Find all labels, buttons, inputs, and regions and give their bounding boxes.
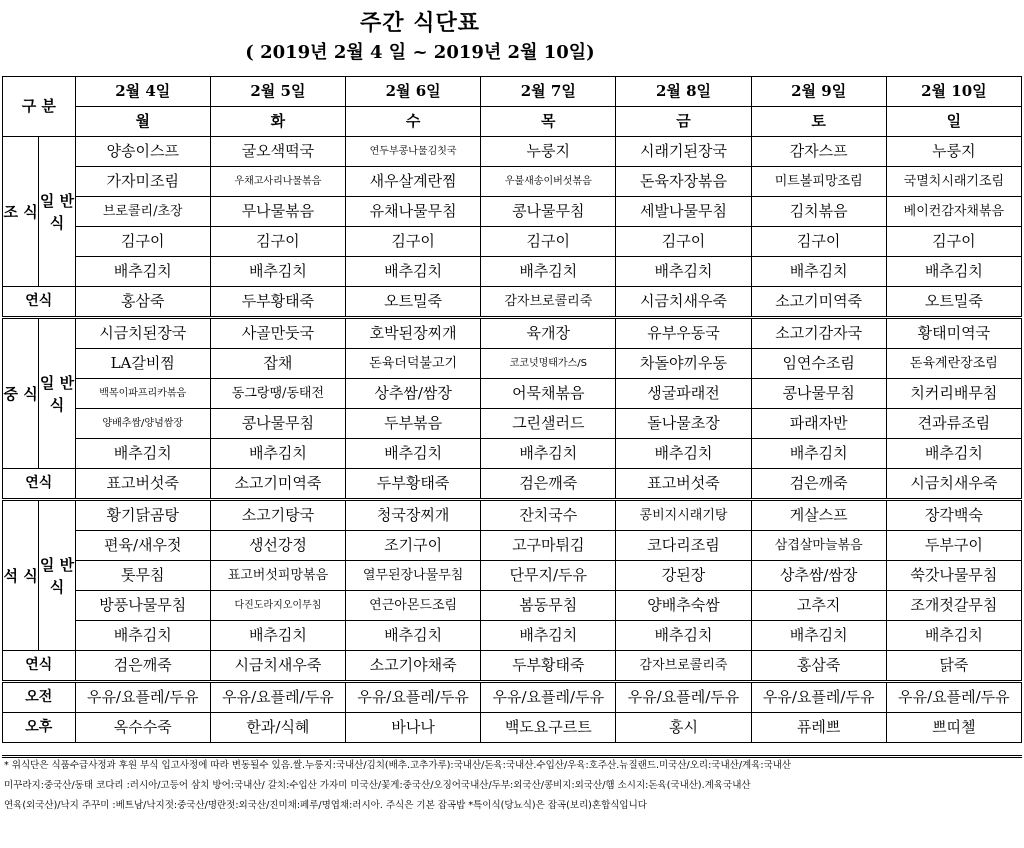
menu-item: 치커리배무침 bbox=[886, 379, 1021, 409]
menu-item: 김구이 bbox=[886, 227, 1021, 257]
soft-item: 검은깨죽 bbox=[751, 469, 886, 500]
weekly-menu-table bbox=[2, 76, 1022, 743]
menu-item: 돈육더덕불고기 bbox=[346, 349, 481, 379]
snack-item: 백도요구르트 bbox=[481, 713, 616, 743]
menu-item: 돈육계란장조림 bbox=[886, 349, 1021, 379]
soft-item: 시금치새우죽 bbox=[886, 469, 1021, 500]
menu-item: 다진도라지오이무침 bbox=[210, 591, 345, 621]
snack-item: 홍시 bbox=[616, 713, 751, 743]
dinner-row bbox=[3, 500, 1022, 531]
note-line: 미꾸라지:중국산/동태 코다리 :러시아/고등어 삼치 방어:국내산/ 갈치:수입산 가자미 미국산/꽃게:중국산/오징어국내산/두부:외국산/콩비지:외국산/햄 소시지:돈육(국내산).계육국내산 bbox=[4, 780, 751, 791]
notes-section bbox=[2, 755, 1022, 818]
menu-item: 코다리조림 bbox=[616, 531, 751, 561]
breakfast-row bbox=[3, 137, 1022, 167]
menu-item: 무나물볶음 bbox=[210, 197, 345, 227]
page-title: 주간 식단표 bbox=[360, 10, 480, 36]
header-day-row bbox=[3, 107, 1022, 137]
soft-item: 시금치새우죽 bbox=[616, 287, 751, 318]
menu-item: 배추김치 bbox=[751, 439, 886, 469]
menu-item: 콩비지시래기탕 bbox=[616, 500, 751, 531]
soft-item: 두부황태죽 bbox=[346, 469, 481, 500]
menu-item: 콩나물무침 bbox=[210, 409, 345, 439]
soft-item: 오트밀죽 bbox=[346, 287, 481, 318]
note-line: * 위식단은 식품수급사정과 후원 부식 입고사정에 따라 변동될수 있음.쌀.누룽지:국내산/김치(배추.고추가루):국내산/돈육:국내산.수입산/우육:호주산.뉴질랜드.미국산/오리:국내산/계육:국내산 bbox=[4, 760, 792, 771]
menu-item: 장각백숙 bbox=[886, 500, 1021, 531]
dinner-row bbox=[3, 591, 1022, 621]
menu-item: 콩나물무침 bbox=[481, 197, 616, 227]
snack-item: 바나나 bbox=[346, 713, 481, 743]
menu-item: 유부우동국 bbox=[616, 318, 751, 349]
menu-item: 잡채 bbox=[210, 349, 345, 379]
menu-item: 소고기감자국 bbox=[751, 318, 886, 349]
day-header: 금 bbox=[616, 107, 751, 137]
dinner-row bbox=[3, 621, 1022, 651]
snack-item: 우유/요플레/두유 bbox=[886, 682, 1021, 713]
menu-item: 배추김치 bbox=[346, 257, 481, 287]
snack-item: 퓨레쁘 bbox=[751, 713, 886, 743]
snack-item: 우유/요플레/두유 bbox=[481, 682, 616, 713]
snack-item: 우유/요플레/두유 bbox=[75, 682, 210, 713]
menu-item: 상추쌈/쌈장 bbox=[751, 561, 886, 591]
lunch-row bbox=[3, 318, 1022, 349]
menu-item: 생굴파래전 bbox=[616, 379, 751, 409]
menu-item: 동그랑땡/동태전 bbox=[210, 379, 345, 409]
breakfast-label: 조 식 bbox=[3, 137, 39, 287]
soft-item: 감자브로콜리죽 bbox=[616, 651, 751, 682]
menu-item: 배추김치 bbox=[481, 621, 616, 651]
soft-item: 홍삼죽 bbox=[75, 287, 210, 318]
lunch-soft-label: 연식 bbox=[3, 469, 76, 500]
snack_am-row bbox=[3, 682, 1022, 713]
menu-item: 감자스프 bbox=[751, 137, 886, 167]
soft-item: 홍삼죽 bbox=[751, 651, 886, 682]
snack_pm-label: 오후 bbox=[3, 713, 76, 743]
menu-item: 봄동무침 bbox=[481, 591, 616, 621]
menu-item: 단무지/두유 bbox=[481, 561, 616, 591]
snack_pm-row bbox=[3, 713, 1022, 743]
menu-item: 배추김치 bbox=[75, 257, 210, 287]
menu-item: 배추김치 bbox=[75, 439, 210, 469]
day-header: 목 bbox=[481, 107, 616, 137]
day-header: 수 bbox=[346, 107, 481, 137]
menu-item: 누룽지 bbox=[481, 137, 616, 167]
soft-item: 소고기미역죽 bbox=[751, 287, 886, 318]
menu-item: 배추김치 bbox=[616, 621, 751, 651]
menu-item: 강된장 bbox=[616, 561, 751, 591]
soft-item: 오트밀죽 bbox=[886, 287, 1021, 318]
day-header: 일 bbox=[886, 107, 1021, 137]
dinner-soft-row bbox=[3, 651, 1022, 682]
menu-item: 배추김치 bbox=[346, 621, 481, 651]
menu-item: 배추김치 bbox=[886, 257, 1021, 287]
menu-item: 고추지 bbox=[751, 591, 886, 621]
menu-item: 유채나물무침 bbox=[346, 197, 481, 227]
menu-item: 코코넛명태가스/S bbox=[481, 349, 616, 379]
snack-item: 우유/요플레/두유 bbox=[616, 682, 751, 713]
menu-item: 새우살계란찜 bbox=[346, 167, 481, 197]
soft-item: 소고기야채죽 bbox=[346, 651, 481, 682]
dinner-label: 석 식 bbox=[3, 500, 39, 651]
menu-item: 배추김치 bbox=[210, 439, 345, 469]
menu-item: 조개젓갈무침 bbox=[886, 591, 1021, 621]
menu-item: 두부구이 bbox=[886, 531, 1021, 561]
menu-item: 시금치된장국 bbox=[75, 318, 210, 349]
breakfast-row bbox=[3, 257, 1022, 287]
menu-item: 파래자반 bbox=[751, 409, 886, 439]
menu-item: 조기구이 bbox=[346, 531, 481, 561]
soft-item: 표고버섯죽 bbox=[616, 469, 751, 500]
menu-item: 콩나물무침 bbox=[751, 379, 886, 409]
menu-item: 황기닭곰탕 bbox=[75, 500, 210, 531]
dinner-soft-label: 연식 bbox=[3, 651, 76, 682]
menu-item: 배추김치 bbox=[481, 439, 616, 469]
dinner-general-label: 일 반 식 bbox=[39, 500, 75, 651]
menu-item: 배추김치 bbox=[751, 621, 886, 651]
snack-item: 옥수수죽 bbox=[75, 713, 210, 743]
breakfast-general-label: 일 반 식 bbox=[39, 137, 75, 287]
menu-item: 표고버섯피망볶음 bbox=[210, 561, 345, 591]
menu-item: 사골만둣국 bbox=[210, 318, 345, 349]
menu-item: 임연수조림 bbox=[751, 349, 886, 379]
menu-item: 쑥갓나물무침 bbox=[886, 561, 1021, 591]
soft-item: 두부황태죽 bbox=[481, 651, 616, 682]
breakfast-row bbox=[3, 167, 1022, 197]
menu-item: 황태미역국 bbox=[886, 318, 1021, 349]
lunch-general-label: 일 반 식 bbox=[39, 318, 75, 469]
menu-item: 어묵채볶음 bbox=[481, 379, 616, 409]
menu-item: 고구마튀김 bbox=[481, 531, 616, 561]
soft-item: 시금치새우죽 bbox=[210, 651, 345, 682]
menu-item: 견과류조림 bbox=[886, 409, 1021, 439]
menu-item: LA갈비찜 bbox=[75, 349, 210, 379]
date-range: ( 2019년 2월 4 일 ~ 2019년 2월 10일) bbox=[245, 42, 595, 63]
snack-item: 쁘띠첼 bbox=[886, 713, 1021, 743]
menu-item: 두부볶음 bbox=[346, 409, 481, 439]
menu-item: 배추김치 bbox=[616, 439, 751, 469]
menu-item: 잔치국수 bbox=[481, 500, 616, 531]
menu-item: 그린샐러드 bbox=[481, 409, 616, 439]
menu-item: 편육/새우젓 bbox=[75, 531, 210, 561]
menu-item: 배추김치 bbox=[616, 257, 751, 287]
soft-item: 감자브로콜리죽 bbox=[481, 287, 616, 318]
menu-item: 배추김치 bbox=[75, 621, 210, 651]
menu-item: 방풍나물무침 bbox=[75, 591, 210, 621]
snack-item: 한과/식혜 bbox=[210, 713, 345, 743]
gubun-header: 구 분 bbox=[3, 77, 76, 137]
menu-item: 김구이 bbox=[481, 227, 616, 257]
snack-item: 우유/요플레/두유 bbox=[751, 682, 886, 713]
menu-item: 호박된장찌개 bbox=[346, 318, 481, 349]
menu-item: 세발나물무침 bbox=[616, 197, 751, 227]
menu-item: 삼겹살마늘볶음 bbox=[751, 531, 886, 561]
breakfast-row bbox=[3, 227, 1022, 257]
menu-item: 우채고사리나물볶음 bbox=[210, 167, 345, 197]
menu-item: 양배추숙쌈 bbox=[616, 591, 751, 621]
soft-item: 표고버섯죽 bbox=[75, 469, 210, 500]
soft-item: 소고기미역죽 bbox=[210, 469, 345, 500]
day-header: 토 bbox=[751, 107, 886, 137]
header-date-row bbox=[3, 77, 1022, 107]
lunch-row bbox=[3, 379, 1022, 409]
menu-item: 배추김치 bbox=[886, 439, 1021, 469]
date-header: 2월 4일 bbox=[75, 77, 210, 107]
menu-item: 배추김치 bbox=[210, 257, 345, 287]
date-header: 2월 7일 bbox=[481, 77, 616, 107]
date-header: 2월 10일 bbox=[886, 77, 1021, 107]
menu-item: 백목이파프리카볶음 bbox=[75, 379, 210, 409]
menu-item: 톳무침 bbox=[75, 561, 210, 591]
menu-item: 차돌야끼우동 bbox=[616, 349, 751, 379]
snack_am-label: 오전 bbox=[3, 682, 76, 713]
breakfast-soft-label: 연식 bbox=[3, 287, 76, 318]
menu-item: 김치볶음 bbox=[751, 197, 886, 227]
menu-item: 양송이스프 bbox=[75, 137, 210, 167]
menu-item: 브로콜리/초장 bbox=[75, 197, 210, 227]
menu-item: 미트볼피망조림 bbox=[751, 167, 886, 197]
menu-item: 배추김치 bbox=[481, 257, 616, 287]
menu-item: 연두부콩나물김칫국 bbox=[346, 137, 481, 167]
menu-item: 육개장 bbox=[481, 318, 616, 349]
menu-item: 배추김치 bbox=[346, 439, 481, 469]
date-header: 2월 9일 bbox=[751, 77, 886, 107]
lunch-row bbox=[3, 349, 1022, 379]
menu-item: 김구이 bbox=[616, 227, 751, 257]
menu-item: 배추김치 bbox=[751, 257, 886, 287]
menu-item: 김구이 bbox=[346, 227, 481, 257]
menu-item: 소고기탕국 bbox=[210, 500, 345, 531]
menu-item: 청국장찌개 bbox=[346, 500, 481, 531]
lunch-soft-row bbox=[3, 469, 1022, 500]
menu-item: 베이컨감자채볶음 bbox=[886, 197, 1021, 227]
menu-item: 게살스프 bbox=[751, 500, 886, 531]
menu-item: 우불새송이버섯볶음 bbox=[481, 167, 616, 197]
menu-item: 열무된장나물무침 bbox=[346, 561, 481, 591]
soft-item: 검은깨죽 bbox=[481, 469, 616, 500]
menu-item: 배추김치 bbox=[886, 621, 1021, 651]
menu-item: 시래기된장국 bbox=[616, 137, 751, 167]
date-header: 2월 5일 bbox=[210, 77, 345, 107]
menu-item: 생선강정 bbox=[210, 531, 345, 561]
menu-item: 누룽지 bbox=[886, 137, 1021, 167]
menu-item: 상추쌈/쌈장 bbox=[346, 379, 481, 409]
soft-item: 닭죽 bbox=[886, 651, 1021, 682]
menu-item: 돈육자장볶음 bbox=[616, 167, 751, 197]
menu-item: 돌나물초장 bbox=[616, 409, 751, 439]
breakfast-soft-row bbox=[3, 287, 1022, 318]
snack-item: 우유/요플레/두유 bbox=[210, 682, 345, 713]
day-header: 월 bbox=[75, 107, 210, 137]
lunch-label: 중 식 bbox=[3, 318, 39, 469]
lunch-row bbox=[3, 439, 1022, 469]
soft-item: 두부황태죽 bbox=[210, 287, 345, 318]
soft-item: 검은깨죽 bbox=[75, 651, 210, 682]
date-header: 2월 8일 bbox=[616, 77, 751, 107]
menu-item: 국멸치시래기조림 bbox=[886, 167, 1021, 197]
dinner-row bbox=[3, 531, 1022, 561]
menu-item: 김구이 bbox=[210, 227, 345, 257]
menu-item: 김구이 bbox=[75, 227, 210, 257]
menu-item: 가자미조림 bbox=[75, 167, 210, 197]
day-header: 화 bbox=[210, 107, 345, 137]
lunch-row bbox=[3, 409, 1022, 439]
date-header: 2월 6일 bbox=[346, 77, 481, 107]
menu-item: 배추김치 bbox=[210, 621, 345, 651]
dinner-row bbox=[3, 561, 1022, 591]
menu-item: 연근아몬드조림 bbox=[346, 591, 481, 621]
note-line: 연육(외국산)/낙지 주꾸미 :베트남/낙지젓:중국산/명란젓:외국산/진미채:페루/명엽채:러시아. 주식은 기본 잡곡밥 *특이식(당뇨식)은 잡곡(보리)혼합식입니다 bbox=[4, 800, 647, 811]
breakfast-row bbox=[3, 197, 1022, 227]
menu-item: 김구이 bbox=[751, 227, 886, 257]
menu-item: 양배추쌈/양념쌈장 bbox=[75, 409, 210, 439]
snack-item: 우유/요플레/두유 bbox=[346, 682, 481, 713]
menu-item: 굴오색떡국 bbox=[210, 137, 345, 167]
